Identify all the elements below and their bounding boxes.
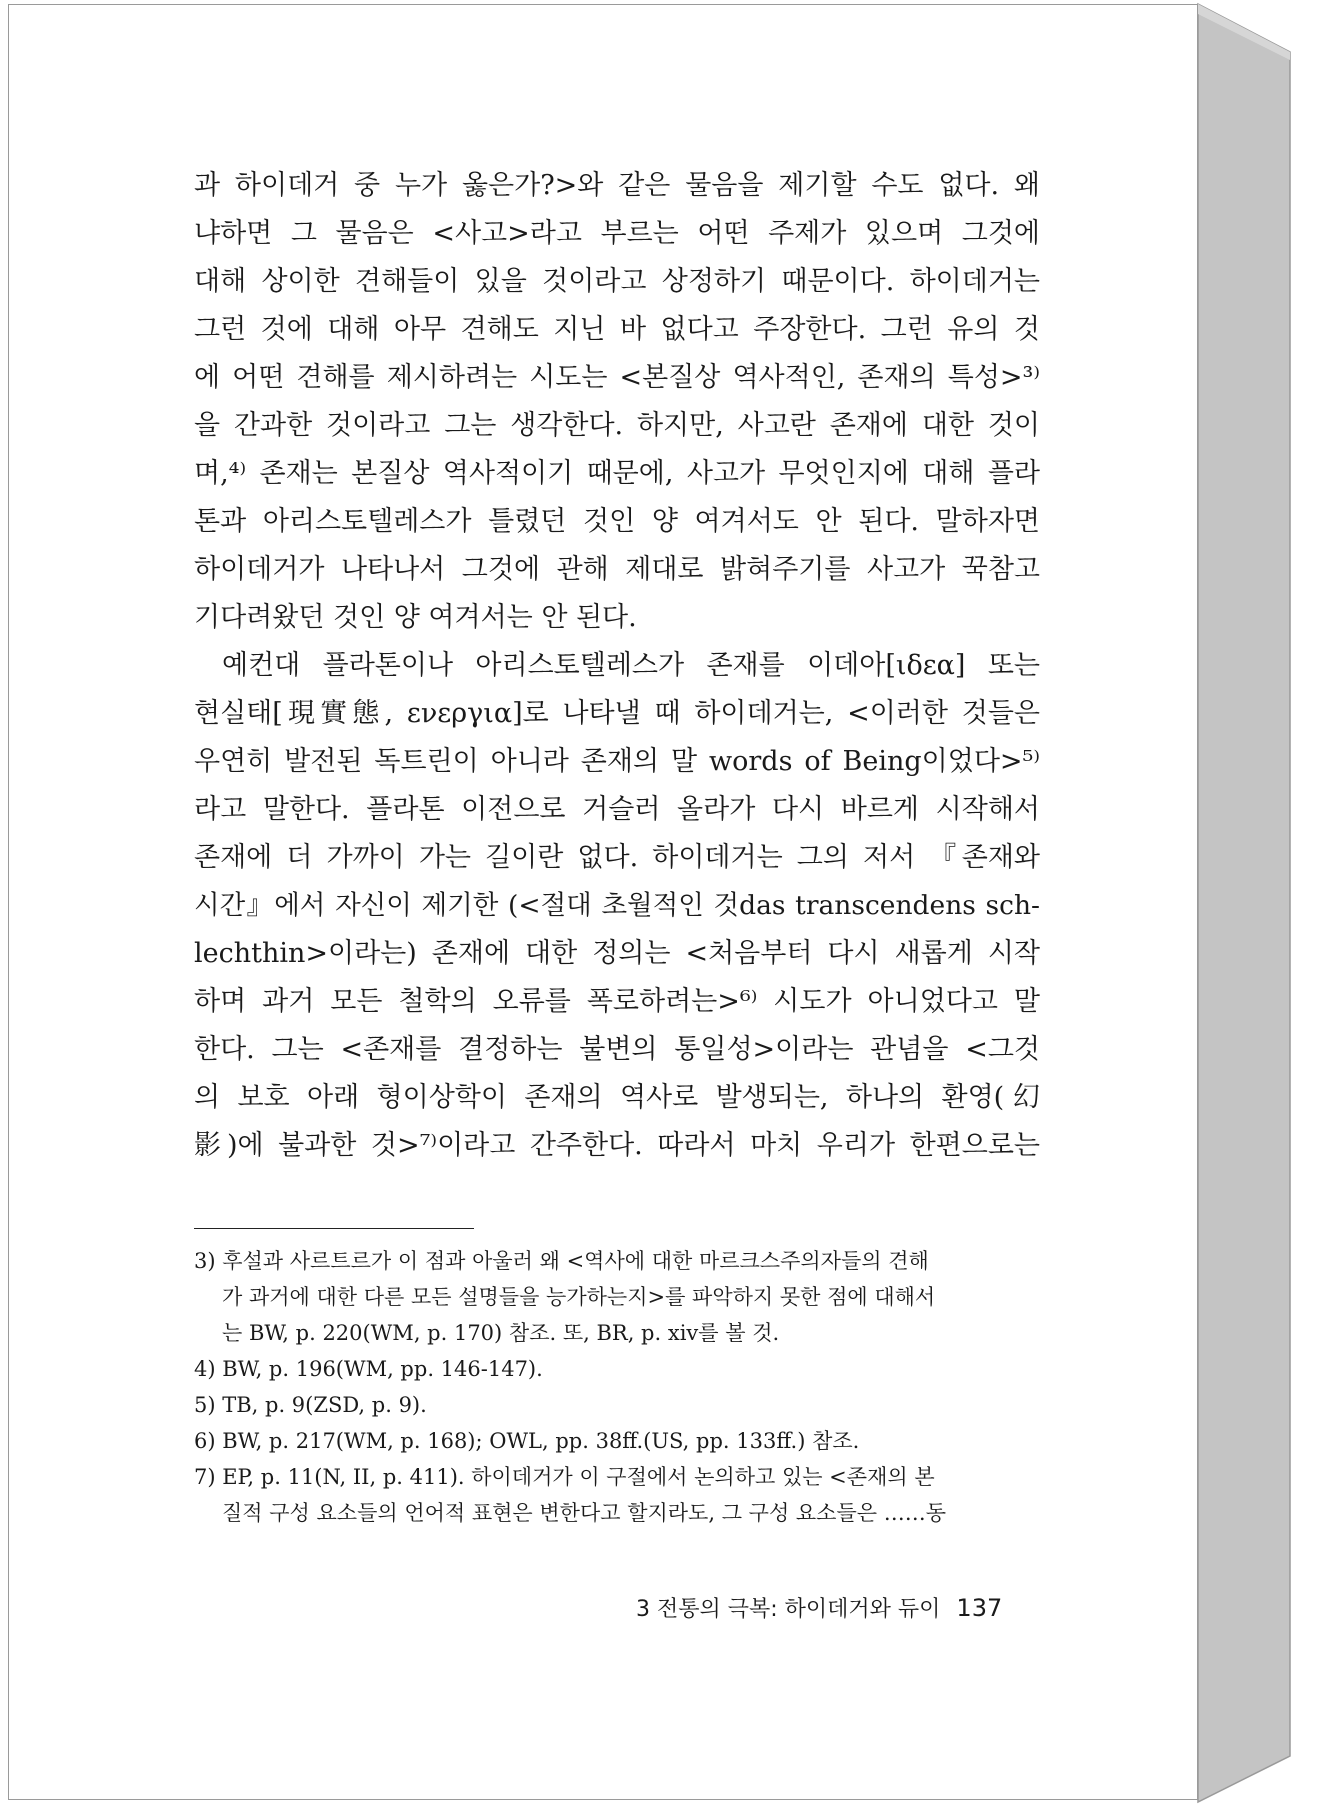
body-line: 톤과 아리스토텔레스가 틀렸던 것인 양 여겨서도 안 된다. 말하자면: [194, 506, 1040, 537]
page-footer: [636, 1592, 1002, 1623]
footnote-line: 질적 구성 요소들의 언어적 표현은 변한다고 할지라도, 그 구성 요소들은 ……동: [222, 1501, 947, 1525]
footnote-line: 가 과거에 대한 다른 모든 설명들을 능가하는지>를 파악하지 못한 점에 대해서: [222, 1285, 936, 1309]
body-line: 대해 상이한 견해들이 있을 것이라고 상정하기 때문이다. 하이데거는: [194, 266, 1040, 297]
running-head: 3 전통의 극복: 하이데거와 듀이: [636, 1597, 941, 1622]
footnote-line: 7) EP, p. 11(N, II, p. 411). 하이데거가 이 구절에서 논의하고 있는 <존재의 본: [194, 1465, 935, 1489]
page-content: [194, 162, 1040, 1531]
footnote-divider: [194, 1228, 474, 1229]
body-line: 냐하면 그 물음은 <사고>라고 부르는 어떤 주제가 있으며 그것에: [194, 218, 1040, 249]
page-number: 137: [956, 1594, 1003, 1622]
body-line: 하며 과거 모든 철학의 오류를 폭로하려는>⁶⁾ 시도가 아니었다고 말: [194, 986, 1040, 1017]
footnote-line: 5) TB, p. 9(ZSD, p. 9).: [194, 1393, 427, 1417]
body-line: 과 하이데거 중 누가 옳은가?>와 같은 물음을 제기할 수도 없다. 왜: [194, 170, 1040, 201]
body-line: 에 어떤 견해를 제시하려는 시도는 <본질상 역사적인, 존재의 특성>³⁾: [194, 362, 1040, 393]
body-line: 그런 것에 대해 아무 견해도 지닌 바 없다고 주장한다. 그런 유의 것: [194, 314, 1040, 345]
footnote-line: 3) 후설과 사르트르가 이 점과 아울러 왜 <역사에 대한 마르크스주의자들의 견해: [194, 1249, 929, 1273]
body-line: 시간』에서 자신이 제기한 (<절대 초월적인 것das transcendens sch-: [194, 890, 1040, 921]
body-line: 우연히 발전된 독트린이 아니라 존재의 말 words of Being이었다>⁵⁾: [194, 746, 1040, 777]
body-line: lechthin>이라는) 존재에 대한 정의는 <처음부터 다시 새롭게 시작: [194, 938, 1040, 969]
body-line: 존재에 더 가까이 가는 길이란 없다. 하이데거는 그의 저서 『존재와: [194, 842, 1040, 873]
body-line: 影)에 불과한 것>⁷⁾이라고 간주한다. 따라서 마치 우리가 한편으로는: [194, 1130, 1040, 1161]
body-line: 기다려왔던 것인 양 여겨서는 안 된다.: [194, 602, 637, 633]
body-line: 하이데거가 나타나서 그것에 관해 제대로 밝혀주기를 사고가 꾹참고: [194, 554, 1040, 585]
footnote-line: 4) BW, p. 196(WM, pp. 146-147).: [194, 1357, 543, 1381]
body-line: 현실태[現實態, ενεργια]로 나타낼 때 하이데거는, <이러한 것들은: [194, 698, 1040, 729]
footnote-line: 는 BW, p. 220(WM, p. 170) 참조. 또, BR, p. xiv를 볼 것.: [222, 1321, 780, 1345]
footnote-line: 6) BW, p. 217(WM, p. 168); OWL, pp. 38ff.(US, pp. 133ff.) 참조.: [194, 1429, 860, 1453]
body-text: [194, 162, 1040, 1170]
body-line: 의 보호 아래 형이상학이 존재의 역사로 발생되는, 하나의 환영(幻: [194, 1082, 1040, 1113]
body-line: 라고 말한다. 플라톤 이전으로 거슬러 올라가 다시 바르게 시작해서: [194, 794, 1040, 825]
body-line: 예컨대 플라톤이나 아리스토텔레스가 존재를 이데아[ιδεα] 또는: [222, 650, 1040, 681]
body-line: 을 간과한 것이라고 그는 생각한다. 하지만, 사고란 존재에 대한 것이: [194, 410, 1040, 441]
body-line: 한다. 그는 <존재를 결정하는 불변의 통일성>이라는 관념을 <그것: [194, 1034, 1040, 1065]
body-line: 며,⁴⁾ 존재는 본질상 역사적이기 때문에, 사고가 무엇인지에 대해 플라: [194, 458, 1040, 489]
footnotes: [194, 1243, 1040, 1531]
